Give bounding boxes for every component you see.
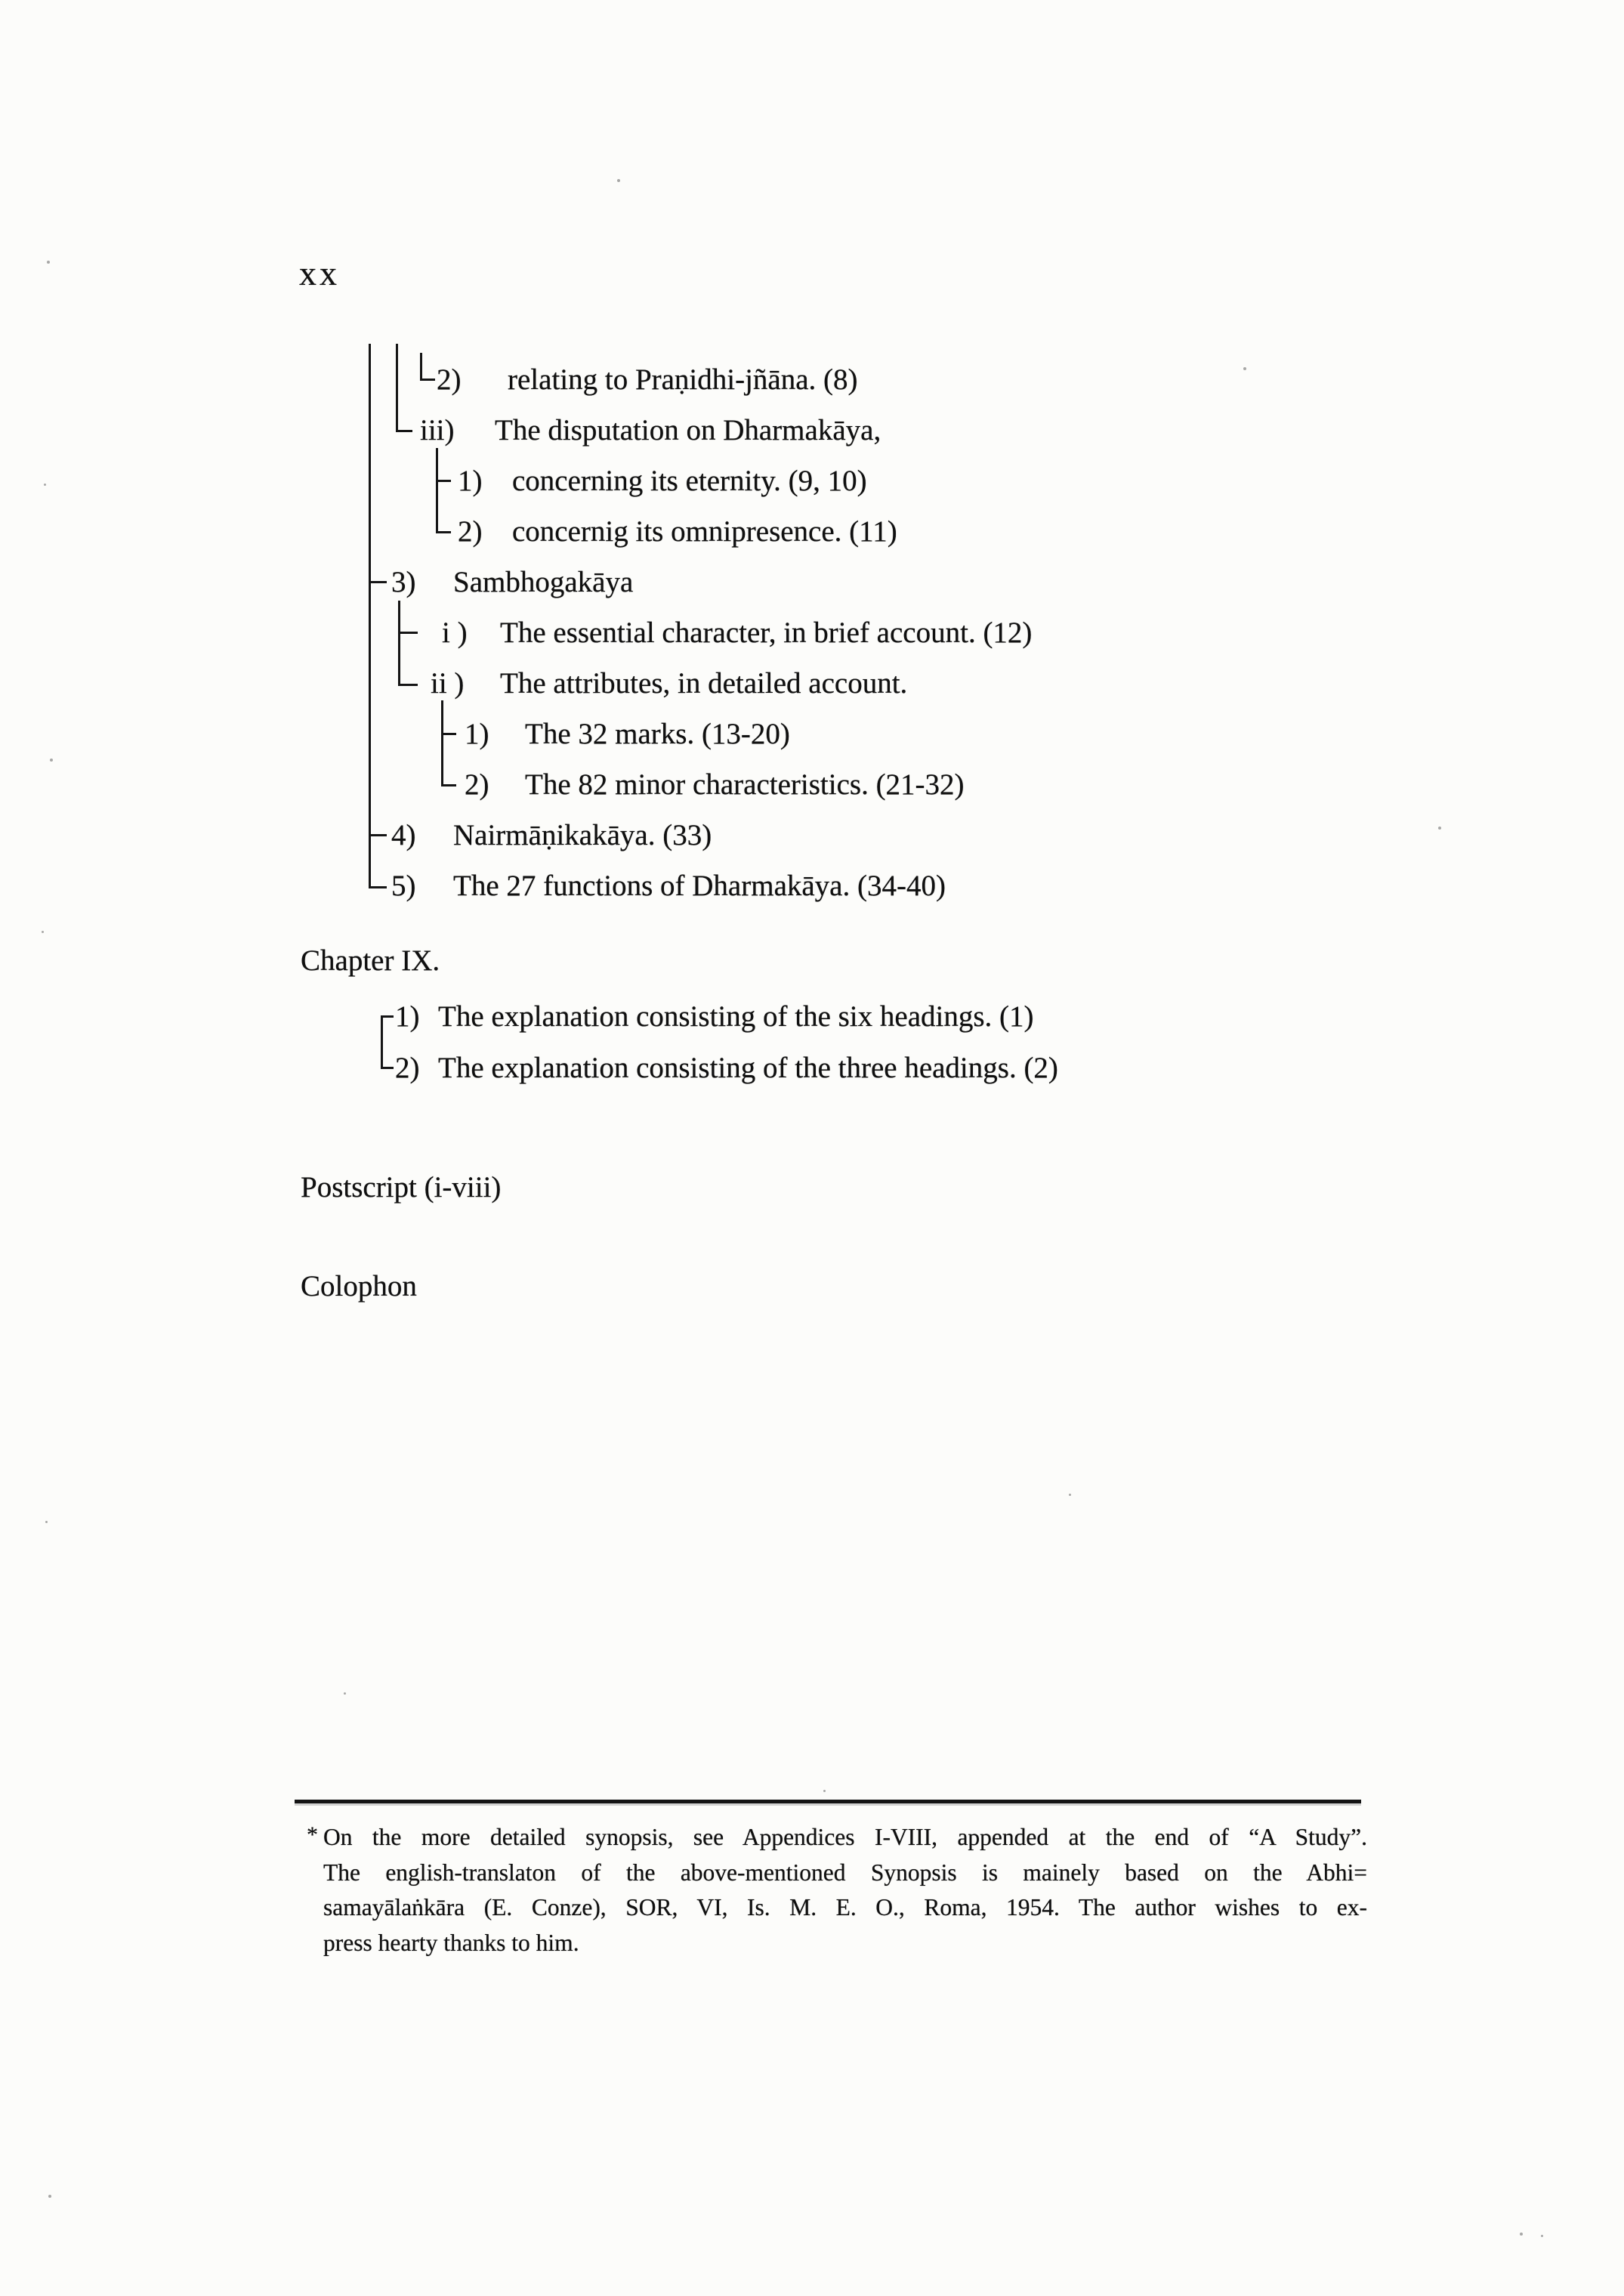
footnote bbox=[323, 1820, 1367, 1961]
footnote-line: The english-translaton of the above-mentioned Synopsis is mainely based on the Abhi= bbox=[323, 1859, 1367, 1886]
item-text: The 82 minor characteristics. (21-32) bbox=[525, 768, 965, 801]
speck bbox=[1541, 2235, 1543, 2237]
item-marker: ii ) bbox=[431, 667, 465, 700]
speck bbox=[45, 1521, 48, 1523]
item-text: The essential character, in brief account. (12) bbox=[500, 616, 1033, 649]
speck bbox=[1243, 367, 1246, 370]
item-marker: 1) bbox=[458, 465, 483, 497]
speck bbox=[344, 1692, 346, 1695]
item-text: The attributes, in detailed account. bbox=[500, 667, 908, 700]
outline-item bbox=[0, 564, 1624, 601]
item-text: concernig its omnipresence. (11) bbox=[512, 515, 897, 548]
item-text: The disputation on Dharmakāya, bbox=[495, 414, 881, 447]
footnote-rule bbox=[295, 1800, 1361, 1803]
outline-item bbox=[0, 362, 1624, 398]
item-text: Nairmāṇikakāya. (33) bbox=[453, 819, 712, 851]
outline-item bbox=[0, 666, 1624, 702]
colophon-label: Colophon bbox=[301, 1270, 417, 1303]
item-text: The explanation consisting of the six headings. (1) bbox=[438, 1000, 1034, 1033]
postscript-label: Postscript (i-viii) bbox=[301, 1171, 502, 1204]
chapter-item bbox=[0, 999, 1624, 1035]
item-text: The 32 marks. (13-20) bbox=[525, 718, 790, 750]
footnote-asterisk: * bbox=[307, 1822, 318, 1847]
footnote-line: samayālaṅkāra (E. Conze), SOR, VI, Is. M. E. O., Roma, 1954. The author wishes to ex- bbox=[323, 1894, 1367, 1921]
item-text: The explanation consisting of the three headings. (2) bbox=[438, 1052, 1058, 1084]
chapter-item bbox=[0, 1050, 1624, 1086]
speck bbox=[47, 261, 50, 264]
item-marker: 3) bbox=[391, 566, 416, 598]
chapter-heading: Chapter IX. bbox=[301, 944, 440, 977]
outline-item bbox=[0, 868, 1624, 904]
footnote-line: press hearty thanks to him. bbox=[323, 1929, 579, 1956]
item-marker: 4) bbox=[391, 819, 416, 851]
speck bbox=[617, 179, 620, 182]
outline-item bbox=[0, 716, 1624, 752]
item-text: relating to Praṇidhi-jñāna. (8) bbox=[508, 363, 858, 396]
footnote-line: On the more detailed synopsis, see Appendices I-VIII, appended at the end of “A Study”. bbox=[323, 1824, 1367, 1850]
outline-item bbox=[0, 615, 1624, 651]
speck bbox=[44, 484, 46, 486]
speck bbox=[823, 1790, 826, 1792]
item-marker: 1) bbox=[395, 1000, 420, 1033]
speck bbox=[48, 2195, 51, 2198]
item-marker: 2) bbox=[458, 515, 483, 548]
item-text: The 27 functions of Dharmakāya. (34-40) bbox=[453, 870, 946, 902]
item-marker: iii) bbox=[420, 414, 455, 447]
speck bbox=[1438, 827, 1441, 830]
outline-item bbox=[0, 463, 1624, 499]
outline-item bbox=[0, 767, 1624, 803]
item-text: concerning its eternity. (9, 10) bbox=[512, 465, 867, 497]
item-marker: 5) bbox=[391, 870, 416, 902]
item-marker: 1) bbox=[465, 718, 489, 750]
page-number: xx bbox=[299, 254, 340, 292]
item-marker: 2) bbox=[437, 363, 462, 396]
item-marker: 2) bbox=[395, 1052, 420, 1084]
item-marker: 2) bbox=[465, 768, 489, 801]
item-text: Sambhogakāya bbox=[453, 566, 634, 598]
speck bbox=[1069, 1494, 1071, 1496]
speck bbox=[1520, 2233, 1523, 2236]
outline-item bbox=[0, 514, 1624, 550]
speck bbox=[42, 931, 44, 933]
speck bbox=[50, 759, 53, 762]
item-marker: i ) bbox=[442, 616, 468, 649]
outline-item bbox=[0, 817, 1624, 854]
outline-item bbox=[0, 413, 1624, 449]
